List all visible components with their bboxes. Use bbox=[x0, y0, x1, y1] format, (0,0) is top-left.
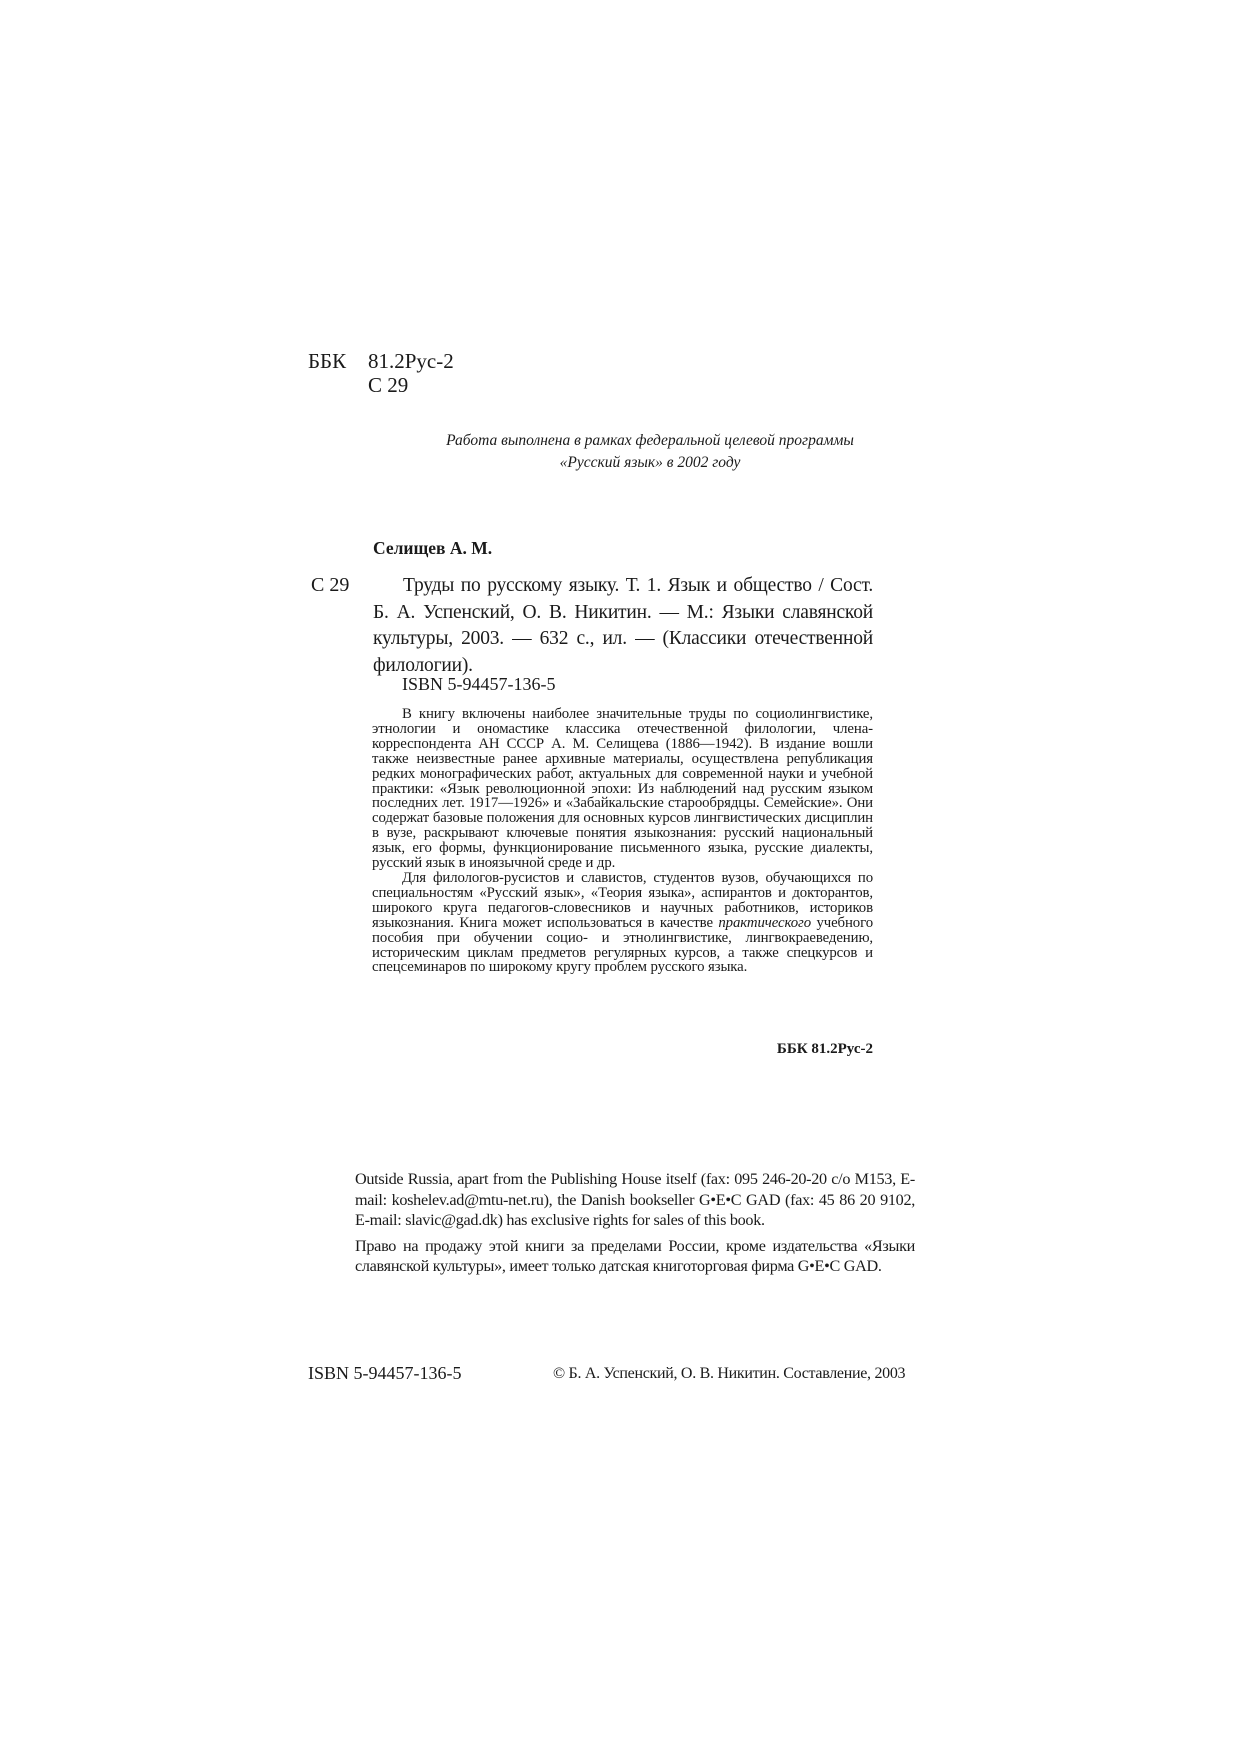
catalog-isbn: ISBN 5-94457-136-5 bbox=[402, 674, 556, 694]
catalog-description: Труды по русскому языку. Т. 1. Язык и общество / Сост. Б. А. Успенский, О. В. Никитин. — М.: Языки славянской культуры, 2003. — 632 с., ил. — (Классики отечественной филологии). bbox=[373, 575, 873, 676]
abstract-paragraph-2 bbox=[372, 871, 873, 975]
bbk-cutter: С 29 bbox=[368, 373, 409, 397]
abstract-p2-start: Для филологов-русистов и славистов, студентов вузов, обучающихся по специальностям «Русский язык», «Теория языка», аспирантов и докторантов, широкого круга педагогов-словесников и научных работников, историков языкознания. Книга может использоваться в качестве bbox=[372, 869, 873, 931]
rights-english: Outside Russia, apart from the Publishing House itself (fax: 095 246-20-20 c/o M153, E-mail: koshelev.ad@mtu-net.ru), the Danish bookseller G•E•C GAD (fax: 45 86 20 9102, E-mail: slavic@gad.dk) has exclusive rights for sales of this book. bbox=[355, 1170, 915, 1229]
abstract-paragraph-1: В книгу включены наиболее значительные труды по социолингвистике, этнологии и ономастике классика отечественной филологии, члена-корреспондента АН СССР А. М. Селищева (1886—1942). В издание вошли также неизвестные ранее архивные материалы, осуществлена републикация редких монографических работ, актуальных для современной науки и учебной практики: «Язык революционной эпохи: Из наблюдений над русским языком последних лет. 1917—1926» и «Забайкальские старообрядцы. Семейские». Они содержат базовые положения для основных курсов лингвистических дисциплин в вузе, раскрывают ключевые понятия языкознания: русский национальный язык, его формы, функционирование письменного языка, русские диалекты, русский язык в иноязычной среде и др. bbox=[372, 706, 873, 872]
program-note-line1: Работа выполнена в рамках федеральной целевой программы bbox=[446, 432, 854, 449]
program-note-line2: «Русский язык» в 2002 году bbox=[559, 454, 741, 471]
bbk-code: 81.2Рус-2 bbox=[368, 349, 454, 373]
rights-notice bbox=[355, 1169, 915, 1282]
abstract-bbk: ББК 81.2Рус-2 bbox=[776, 1041, 873, 1057]
footer-isbn: ISBN 5-94457-136-5 bbox=[308, 1363, 462, 1383]
bbk-label: ББК bbox=[308, 349, 347, 373]
author: Селищев А. М. bbox=[373, 538, 493, 558]
program-note bbox=[370, 430, 930, 474]
abstract-p2-italic: практического bbox=[718, 914, 811, 931]
footer-copyright: © Б. А. Успенский, О. В. Никитин. Составление, 2003 bbox=[553, 1365, 906, 1382]
abstract-p2-end: учебного пособия при обучении социо- и этнолингвистике, лингвокраеведению, историческим циклам предметов регулярных курсов, а также спецкурсов и спецсеминаров по широкому кругу проблем русского языка. bbox=[372, 914, 873, 976]
catalog-cutter: С 29 bbox=[311, 574, 350, 596]
rights-russian: Право на продажу этой книги за пределами России, кроме издательства «Языки славянской культуры», имеет только датская книготорговая фирма G•E•C GAD. bbox=[355, 1236, 915, 1275]
abstract bbox=[372, 707, 873, 975]
